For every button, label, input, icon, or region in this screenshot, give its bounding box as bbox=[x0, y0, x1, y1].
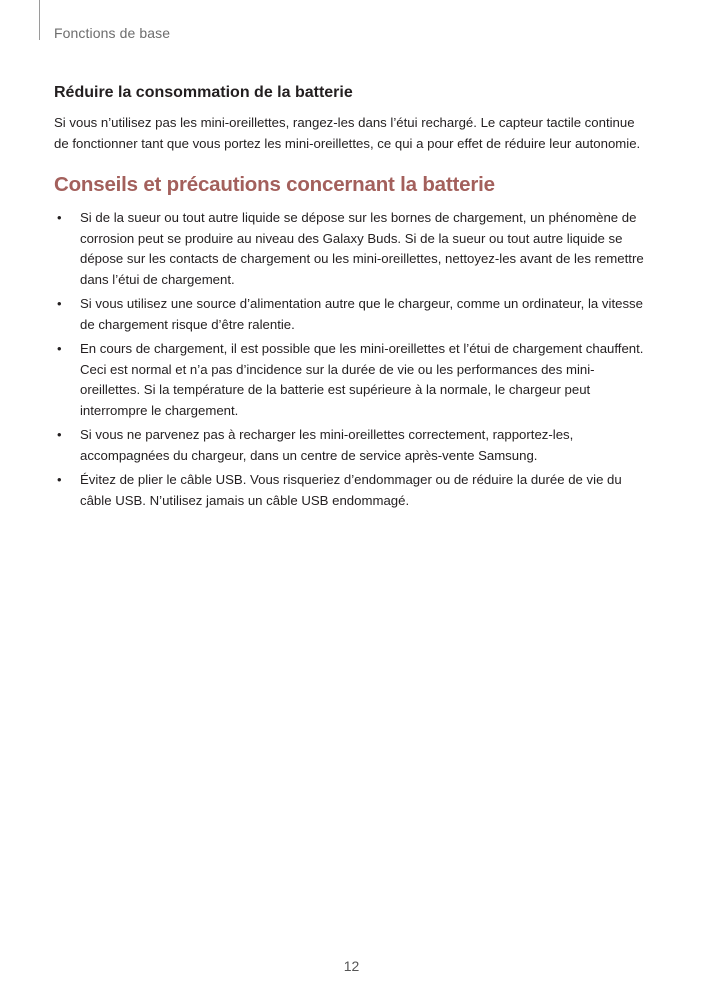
bullet-icon: • bbox=[57, 472, 62, 487]
battery-saving-paragraph: Si vous n’utilisez pas les mini-oreillettes, rangez-les dans l’étui rechargé. Le capteur tactile continue de fonctionner tant que vous portez les mini-oreillettes, ce qui a pour effet de réduire leur autonomie. bbox=[54, 115, 641, 151]
battery-tips-heading: Conseils et précautions concernant la batterie bbox=[54, 173, 495, 196]
list-item bbox=[54, 470, 650, 511]
list-item-text: Si vous utilisez une source d’alimentation autre que le chargeur, comme un ordinateur, la vitesse de chargement risque d’être ralentie. bbox=[80, 296, 643, 332]
list-item-text: Évitez de plier le câble USB. Vous risqueriez d’endommager ou de réduire la durée de vie du câble USB. N’utilisez jamais un câble USB endommagé. bbox=[80, 472, 622, 508]
bullet-icon: • bbox=[57, 341, 62, 356]
list-item-text: Si de la sueur ou tout autre liquide se dépose sur les bornes de chargement, un phénomène de corrosion peut se produire au niveau des Galaxy Buds. Si de la sueur ou tout autre liquide se dépose sur les contacts de chargement ou les mini-oreillettes, nettoyez-les avant de les remettre dans l’étui de chargement. bbox=[80, 210, 644, 287]
running-header: Fonctions de base bbox=[54, 25, 171, 41]
list-item-text: En cours de chargement, il est possible que les mini-oreillettes et l’étui de chargement chauffent. Ceci est normal et n’a pas d’incidence sur la durée de vie ou les performances des mini-oreillettes. Si la température de la batterie est supérieure à la normale, le chargeur peut interrompre le chargement. bbox=[80, 341, 644, 418]
list-item bbox=[54, 425, 650, 466]
list-item bbox=[54, 339, 650, 421]
page-content bbox=[54, 82, 650, 515]
bullet-icon: • bbox=[57, 210, 62, 225]
bullet-icon: • bbox=[57, 296, 62, 311]
list-item-text: Si vous ne parvenez pas à recharger les mini-oreillettes correctement, rapportez-les, accompagnées du chargeur, dans un centre de service après-vente Samsung. bbox=[80, 427, 574, 463]
list-item bbox=[54, 294, 650, 335]
battery-saving-heading: Réduire la consommation de la batterie bbox=[54, 84, 353, 101]
bullet-icon: • bbox=[57, 427, 62, 442]
list-item bbox=[54, 208, 650, 290]
battery-tips-list bbox=[54, 208, 650, 511]
header-divider bbox=[39, 0, 40, 40]
page-number: 12 bbox=[343, 958, 360, 974]
